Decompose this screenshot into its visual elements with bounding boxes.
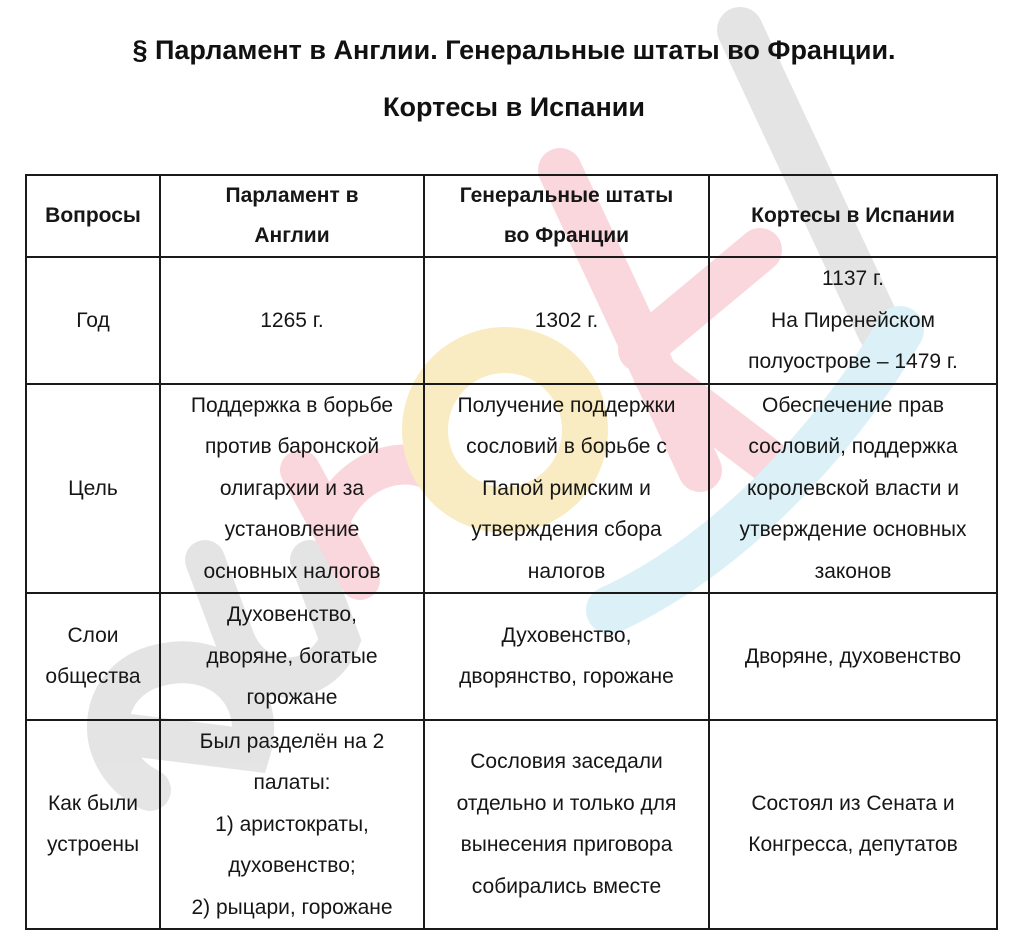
cell-line: 2) рыцари, горожане: [191, 895, 393, 919]
cell-line: утверждения сбора: [471, 518, 662, 541]
comparison-table: [25, 174, 998, 930]
cell-layers-spain: [709, 593, 997, 720]
header-questions: [26, 175, 160, 257]
cell-line: 1137 г.: [822, 267, 884, 290]
page-title: [0, 0, 1028, 136]
cell-structure-france: [424, 720, 709, 930]
cell-line: Сословия заседали: [470, 750, 663, 774]
cell-line: Получение поддержки: [457, 393, 676, 417]
table-header-row: [26, 175, 997, 257]
cell-line: олигархии и за: [219, 476, 365, 500]
cell-structure-spain: [709, 720, 997, 930]
cell-year-spain: [709, 257, 997, 384]
row-label-year: [26, 257, 160, 384]
cell-layers-france: [424, 593, 709, 720]
cell-goal-england: [160, 384, 424, 594]
cell-line: палаты:: [253, 771, 331, 794]
cell-line: Как были: [47, 791, 139, 815]
cell-line: полуострове – 1479 г.: [748, 350, 958, 373]
cell-line: Поддержка в борьбе: [190, 393, 394, 417]
cell-line: вынесения приговора: [460, 833, 673, 857]
header-questions-text: Вопросы: [45, 204, 141, 227]
cell-line: Год: [76, 308, 110, 332]
cell-line: дворянство, горожане: [459, 665, 674, 689]
cell-line: сословий в борьбе с: [466, 435, 667, 458]
cell-line: Был разделён на 2: [199, 729, 385, 753]
cell-structure-england: [160, 720, 424, 930]
header-france-line: Генеральные штаты: [459, 184, 674, 207]
cell-goal-spain: [709, 384, 997, 594]
cell-line: королевской власти и: [746, 476, 960, 500]
table-row-structure: [26, 720, 997, 930]
header-spain: [709, 175, 997, 257]
cell-line: духовенство;: [228, 854, 356, 877]
cell-line: утверждение основных: [739, 518, 967, 541]
cell-line: 1) аристократы,: [215, 812, 369, 836]
header-france-line: во Франции: [503, 224, 630, 247]
cell-line: отдельно и только для: [456, 791, 677, 815]
cell-goal-france: [424, 384, 709, 594]
cell-line: горожане: [246, 686, 338, 709]
cell-line: общества: [45, 665, 141, 689]
row-label-structure: [26, 720, 160, 930]
cell-year-france: [424, 257, 709, 384]
cell-line: основных налогов: [203, 559, 381, 583]
cell-line: Дворяне, духовенство: [744, 644, 962, 668]
cell-line: установление: [224, 518, 360, 541]
cell-line: сословий, поддержка: [748, 435, 958, 458]
cell-line: Цель: [68, 476, 118, 500]
table-row-year: [26, 257, 997, 384]
table-row-goal: [26, 384, 997, 594]
cell-line: Слои: [67, 623, 119, 647]
row-label-goal: [26, 384, 160, 594]
cell-line: Духовенство,: [227, 603, 357, 626]
header-france: [424, 175, 709, 257]
cell-line: дворяне, богатые: [206, 644, 378, 668]
cell-line: налогов: [527, 559, 606, 583]
cell-line: На Пиренейском: [771, 308, 935, 332]
cell-line: Конгресса, депутатов: [748, 833, 958, 857]
cell-line: законов: [814, 559, 892, 583]
table-row-society-layers: [26, 593, 997, 720]
cell-year-england: [160, 257, 424, 384]
header-england-line: Парламент в: [225, 184, 359, 207]
cell-line: 1302 г.: [534, 308, 599, 332]
cell-line: Духовенство,: [501, 623, 632, 647]
cell-line: против баронской: [204, 435, 380, 458]
page-title-line-1: § Парламент в Англии. Генеральные штаты во Франции.: [132, 35, 896, 65]
row-label-society-layers: [26, 593, 160, 720]
header-england: [160, 175, 424, 257]
cell-line: Папой римским и: [482, 476, 651, 500]
page-title-line-2: Кортесы в Испании: [383, 92, 645, 122]
cell-layers-england: [160, 593, 424, 720]
cell-line: Состоял из Сената и: [751, 791, 955, 815]
cell-line: Обеспечение прав: [761, 393, 944, 417]
header-england-line: Англии: [254, 224, 330, 247]
cell-line: 1265 г.: [260, 308, 324, 332]
cell-line: устроены: [46, 833, 140, 857]
cell-line: собирались вместе: [471, 874, 662, 898]
header-spain-text: Кортесы в Испании: [751, 204, 955, 227]
